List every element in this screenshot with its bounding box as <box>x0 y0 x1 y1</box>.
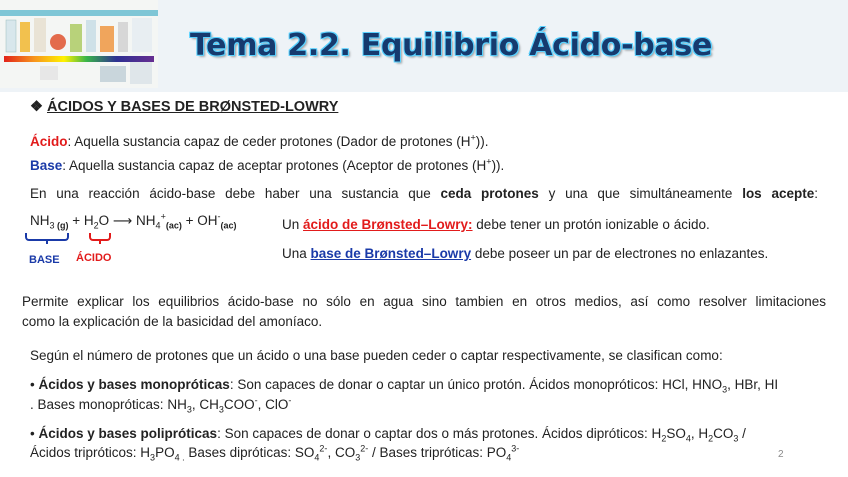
base-label: BASE <box>29 254 60 266</box>
diamond-bullet-icon: ❖ <box>30 99 43 115</box>
explanation-line-2: como la explicación de la basicidad del amoníaco. <box>22 314 323 329</box>
base-definition: Base: Aquella sustancia capaz de aceptar protones (Aceptor de protones (H+)). <box>30 156 505 173</box>
acid-bronsted-link[interactable]: ácido de Brønsted–Lowry: <box>303 217 473 232</box>
header-illustration <box>0 0 158 88</box>
section-heading <box>30 98 338 116</box>
bullet-icon: • <box>30 377 35 392</box>
base-bronsted-link[interactable]: base de Brønsted–Lowry <box>310 246 472 261</box>
base-note: Una base de Brønsted–Lowry debe poseer un par de electrones no enlazantes. <box>282 246 769 261</box>
base-bracket <box>25 233 69 241</box>
page-number: 2 <box>778 449 784 460</box>
acid-definition: Ácido: Aquella sustancia capaz de ceder protones (Dador de protones (H+)). <box>30 132 489 149</box>
acid-bracket <box>89 233 111 241</box>
page-title: Tema 2.2. Equilibrio Ácido-base <box>190 28 712 63</box>
reaction-equation: $NH_3$ $_{(g)} + H_2O$ ⟶ $NH_4^+_{(ac)} + OH^-_{(ac)}$ <box>30 211 237 231</box>
explanation-line-1: Permite explicar los equilibrios ácido-base no sólo en agua sino tambien en otros medios, así como resolver limitaciones <box>22 294 826 309</box>
classification-intro: Según el número de protones que un ácido o una base pueden ceder o captar respectivamente, se clasifican como: <box>30 348 723 363</box>
acid-term: Ácido <box>30 134 68 149</box>
reaction-arrow-icon: ⟶ <box>112 213 133 229</box>
acid-note: Un ácido de Brønsted–Lowry: debe tener un protón ionizable o ácido. <box>282 217 710 232</box>
reaction-intro: En una reacción ácido-base debe haber una sustancia que ceda protones y una que simultáneamente los acepte: <box>30 186 818 201</box>
base-term: Base <box>30 158 63 173</box>
monoprotic-item-line-1: • Ácidos y bases monopróticas: Son capaces de donar o captar un único protón. Ácidos monopróticos: HCl, $HNO_3$, HBr, HI <box>30 377 779 395</box>
acid-label: ÁCIDO <box>76 252 112 264</box>
polyprotic-item-line-2: Ácidos tripróticos: $H_3PO_{4 .}$ Bases dipróticas: $SO_4^{2-}$, $CO_3^{2-}$ / Bases tripróticas: $PO_4^{3-}$ <box>30 443 520 463</box>
section-heading-text: ÁCIDOS Y BASES DE BRØNSTED-LOWRY <box>47 99 339 115</box>
bullet-icon: • <box>30 426 35 441</box>
polyprotic-item-line-1: • Ácidos y bases polipróticas: Son capaces de donar o captar dos o más protones. Ácidos dipróticos: $H_2SO_4$, $H_2CO_3$ / <box>30 426 746 444</box>
monoprotic-item-line-2: . Bases monopróticas: $NH_3$, $CH_3COO^-$, ClO- <box>30 395 292 415</box>
